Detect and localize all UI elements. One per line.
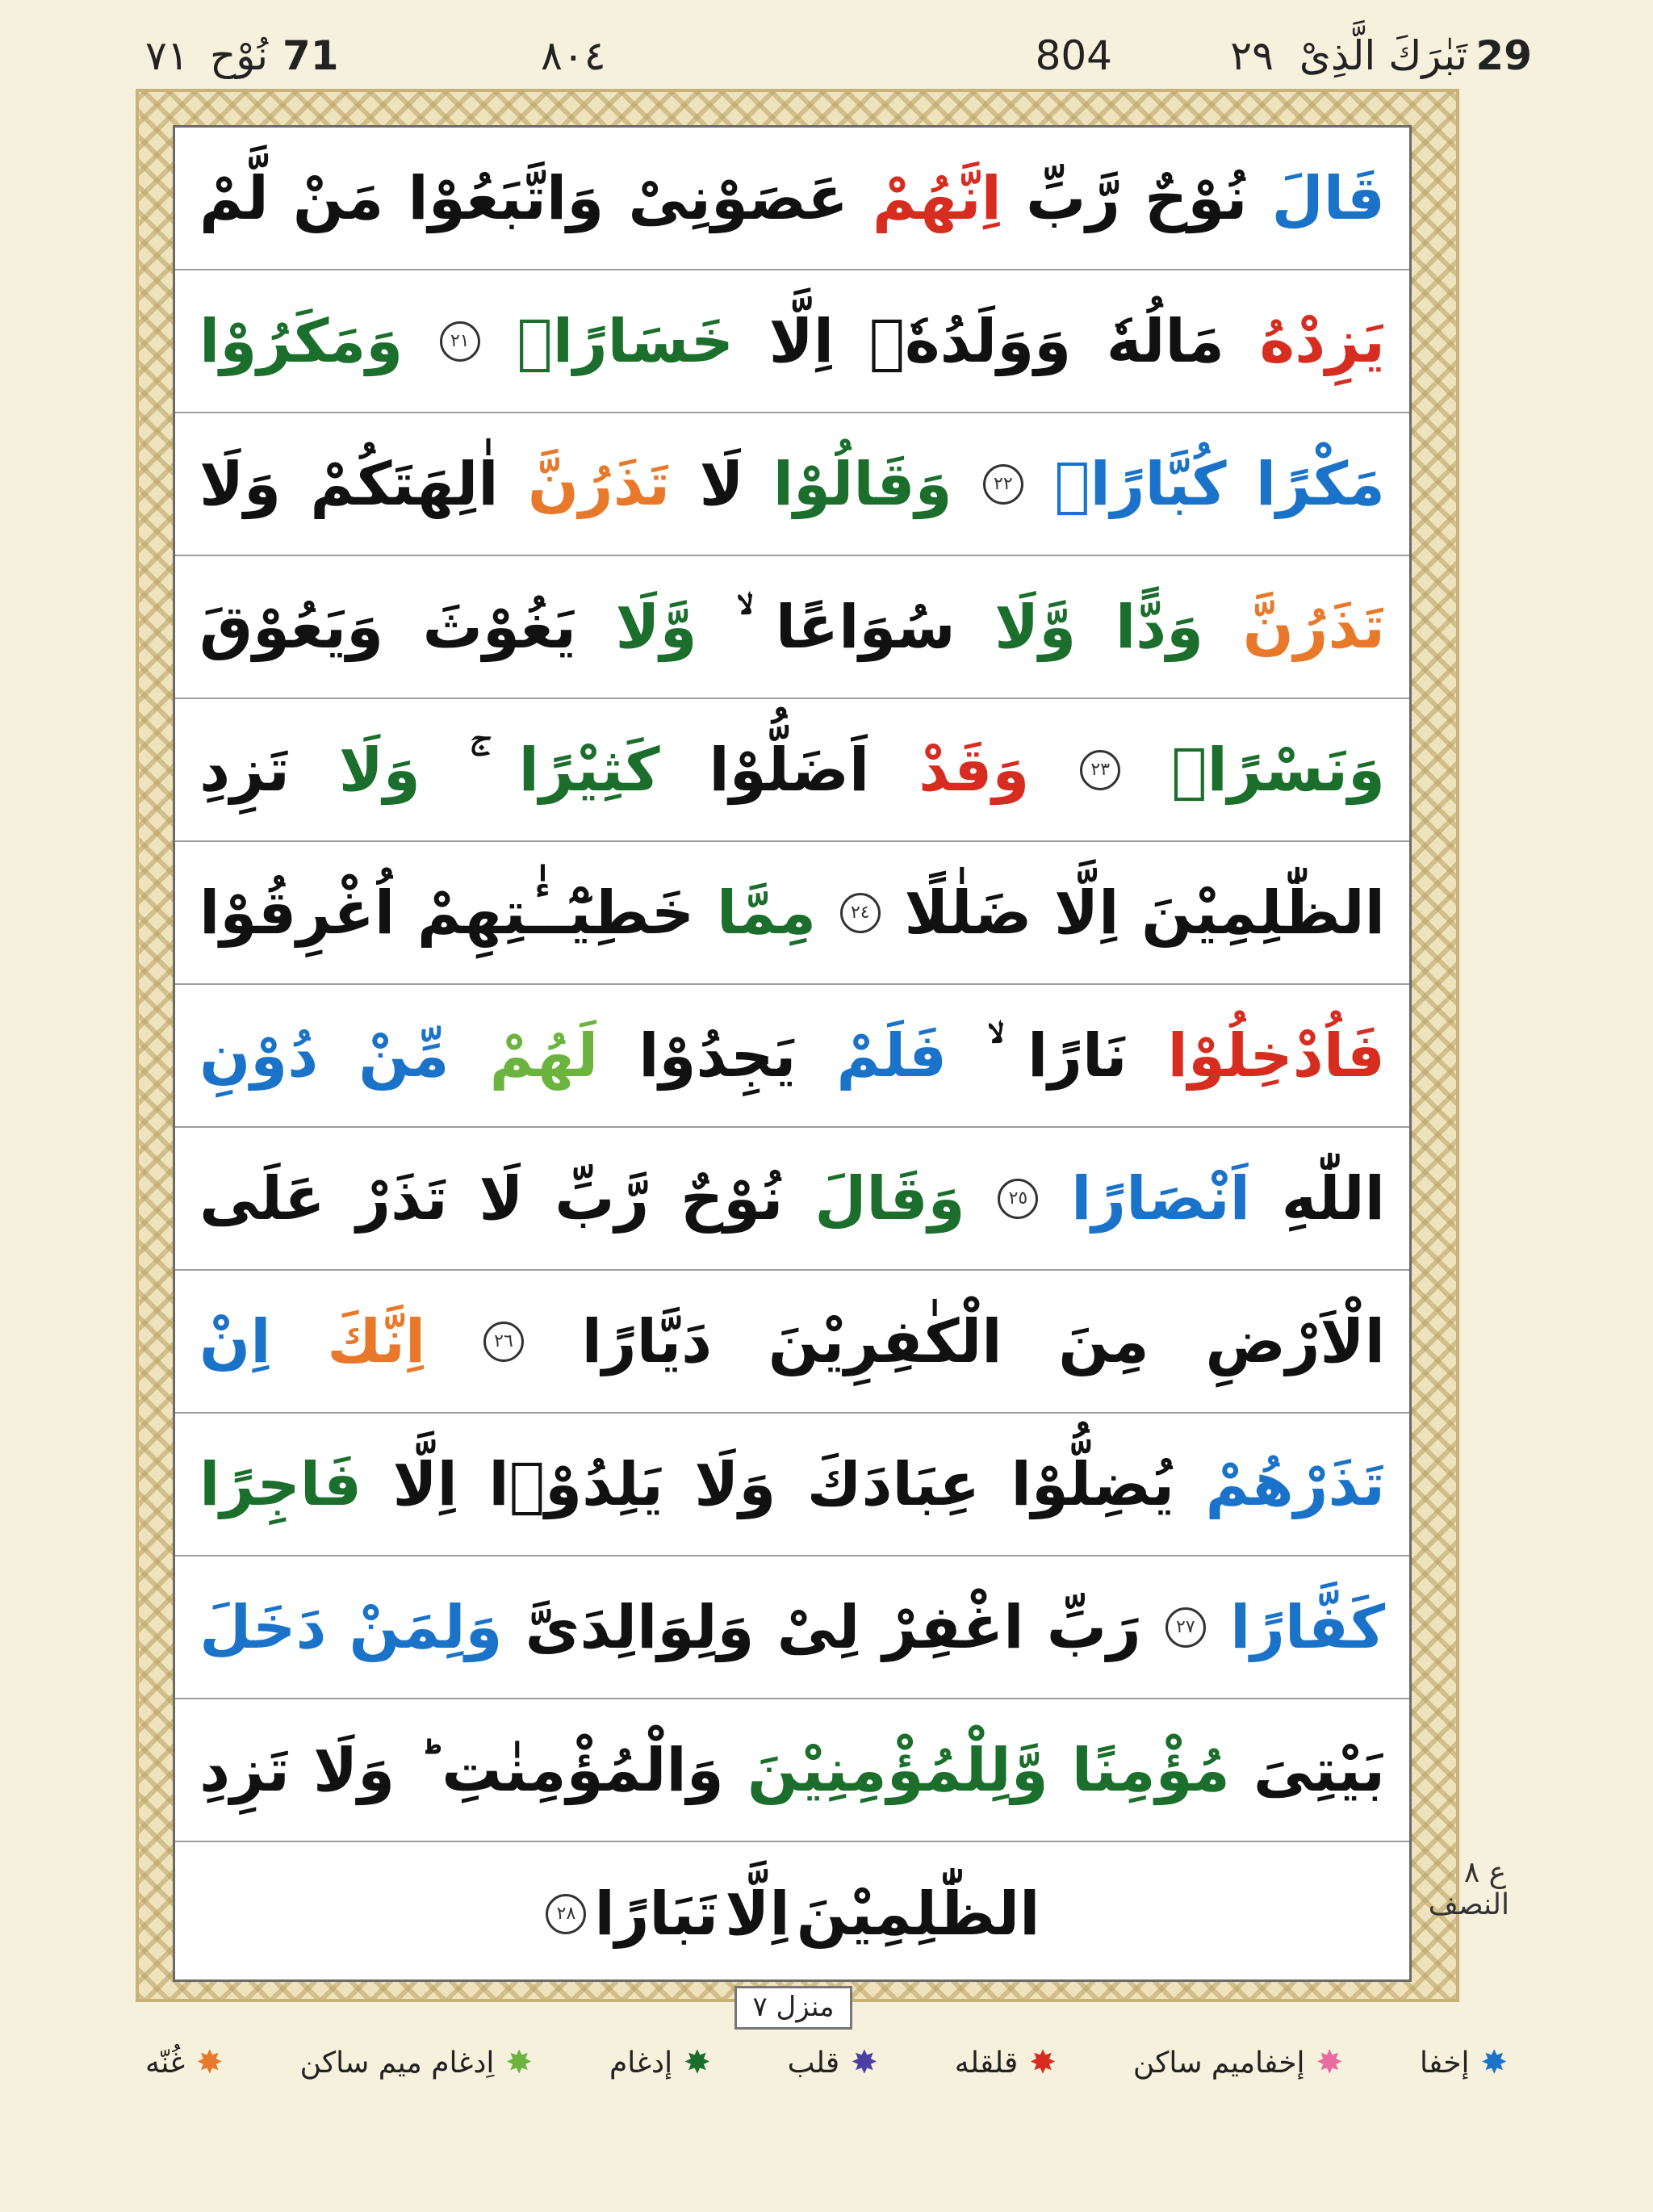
word: نَارًا (1027, 1020, 1128, 1091)
word: كُبَّارًاۚ (1054, 449, 1227, 519)
word: اِلَّا (392, 1449, 458, 1519)
legend-label: قلقله (954, 2046, 1019, 2080)
word: الظّٰلِمِیْنَ (1141, 878, 1385, 948)
ayah-number-marker: ٢٦ (483, 1322, 524, 1362)
word: یَجِدُوْا (638, 1020, 797, 1091)
word: الظّٰلِمِیْنَ (796, 1879, 1040, 1949)
word: یُضِلُّوْا (1011, 1449, 1175, 1519)
word: وَلِوَالِدَیَّ (525, 1592, 755, 1662)
legend-item (145, 2042, 224, 2083)
word: كَثِیْرًا (518, 735, 660, 805)
word: اِنَّهُمْ (872, 163, 1002, 233)
word: الْاَرْضِ (1205, 1306, 1385, 1376)
legend-star-icon: ✸ (505, 2044, 533, 2081)
word: ضَلٰلًا (904, 878, 1032, 948)
text-line-7 (175, 985, 1409, 1128)
tajweed-legend (145, 2042, 1508, 2083)
word: عَصَوْنِیْ (628, 163, 848, 233)
legend-item (1420, 2042, 1508, 2083)
word: مُؤْمِنًا (1071, 1735, 1230, 1805)
word: وَّلِلْمُؤْمِنِیْنَ (747, 1735, 1048, 1805)
word: وَّلَا (994, 592, 1077, 662)
word: اَنْصَارًا (1071, 1163, 1250, 1234)
word: دُوْنِ (199, 1020, 319, 1091)
legend-star-icon: ✸ (1029, 2044, 1057, 2081)
legend-label: اِدغام ميم ساكن (299, 2046, 495, 2080)
quran-text-box (173, 125, 1412, 1982)
word: خَطِیْٓــٰٔتِهِمْ (416, 878, 695, 948)
text-line-8 (175, 1128, 1409, 1271)
text-line-2 (175, 270, 1409, 413)
legend-item (609, 2042, 711, 2083)
legend-star-icon: ✸ (851, 2044, 878, 2081)
word: مَالُهٗ (1106, 306, 1224, 376)
word: تَبَارًا (594, 1879, 719, 1949)
word: نُوْحٌ (680, 1163, 784, 1234)
ayah-number-marker: ٢١ (440, 321, 480, 362)
word: اُغْرِقُوْا (199, 878, 395, 948)
word: وَالْمُؤْمِنٰتِ (441, 1735, 724, 1805)
word: عَلَی (199, 1163, 325, 1234)
text-line-13 (175, 1842, 1409, 1985)
ayah-number-marker: ٢٣ (1080, 750, 1120, 790)
text-line-1 (175, 128, 1409, 270)
word: وَاتَّبَعُوْا (408, 163, 605, 233)
word: تَذَرْ (356, 1163, 448, 1234)
para-number: 29 (1475, 32, 1532, 79)
word: اغْفِرْ (882, 1592, 1024, 1662)
word: یَلِدُوْۤا (488, 1449, 663, 1519)
word: لَهُمْ (489, 1020, 599, 1091)
word: اَضَلُّوْا (709, 735, 870, 805)
word: وَنَسْرًاۚ (1171, 735, 1385, 805)
legend-star-icon: ✸ (1316, 2044, 1343, 2081)
word: یَغُوْثَ (422, 592, 576, 662)
text-line-4 (175, 556, 1409, 699)
text-line-10 (175, 1414, 1409, 1556)
word: تَذَرُنَّ (1242, 592, 1385, 662)
ayah-number-marker: ٢٤ (840, 893, 881, 933)
word: مَنْ (292, 163, 384, 233)
text-line-3 (175, 413, 1409, 556)
legend-label: إخفا (1420, 2046, 1470, 2080)
word: تَزِدِ (199, 1735, 290, 1805)
text-line-11 (175, 1556, 1409, 1699)
word: وَلَا (338, 735, 421, 805)
word: وَمَكَرُوْا (199, 306, 404, 376)
word: وَلَا (312, 1735, 395, 1805)
text-line-9 (175, 1271, 1409, 1414)
word (984, 1020, 990, 1091)
word: وَدًّا (1115, 592, 1204, 662)
word: فَلَمْ (836, 1020, 948, 1091)
word: وَوَلَدُهٗۤ (868, 306, 1072, 376)
word: اِلَّا (725, 1879, 790, 1949)
word: لَّمْ (199, 163, 269, 233)
word: الْكٰفِرِیْنَ (768, 1306, 1002, 1376)
para-name: تَبٰرَكَ الَّذِیْ (1299, 32, 1467, 79)
manzil-tag: منزل ٧ (734, 1986, 852, 2030)
word: وَقَالُوْا (772, 449, 952, 519)
legend-star-icon: ✸ (684, 2044, 711, 2081)
word: وَقَدْ (919, 735, 1030, 805)
word: وَلَا (199, 449, 282, 519)
legend-item (788, 2042, 878, 2083)
legend-label: إدغام (609, 2046, 673, 2080)
word: مِمَّا (716, 878, 817, 948)
word: وَیَعُوْقَ (199, 592, 384, 662)
word: وَلَا (694, 1449, 776, 1519)
text-line-12 (175, 1699, 1409, 1842)
ayah-number-marker: ٢٨ (546, 1894, 586, 1934)
word: بَیْتِیَ (1253, 1735, 1385, 1805)
word: تَزِدِ (199, 735, 290, 805)
word: دَخَلَ (199, 1592, 327, 1662)
word: اِنْ (199, 1306, 271, 1376)
legend-star-icon: ✸ (196, 2044, 224, 2081)
surah-number: 71 (282, 32, 339, 79)
word: مِّنْ (358, 1020, 450, 1091)
word: تَذَرْهُمْ (1205, 1449, 1385, 1519)
surah-name: نُوْح (210, 32, 269, 79)
ruku-marker: ع ٨ النصف (1428, 1856, 1509, 1921)
legend-label: قلب (787, 2046, 840, 2080)
para-number-arabic: ٢٩ (1230, 32, 1274, 79)
ayah-number-marker: ٢٥ (998, 1179, 1038, 1219)
word: فَاجِرًا (199, 1449, 362, 1519)
word: رَبِّ (1046, 1592, 1141, 1662)
word: اللّٰهِ (1281, 1163, 1385, 1234)
legend-label: غُنّه (145, 2046, 186, 2080)
word: اِلَّا (768, 306, 835, 376)
page-number: 804 (1035, 32, 1112, 79)
word: فَاُدْخِلُوْا (1167, 1020, 1385, 1091)
word: دَیَّارًا (581, 1306, 713, 1376)
word: اِنَّكَ (327, 1306, 426, 1376)
legend-star-icon: ✸ (1480, 2044, 1508, 2081)
word: تَذَرُنَّ (527, 449, 671, 519)
word: كَفَّارًا (1229, 1592, 1385, 1662)
ayah-number-marker: ٢٢ (983, 464, 1023, 505)
word: وَلِمَنْ (349, 1592, 503, 1662)
text-line-5 (175, 699, 1409, 842)
word: لَا (479, 1163, 524, 1234)
word: اِلَّا (1054, 878, 1119, 948)
ayah-number-marker: ٢٧ (1165, 1607, 1206, 1648)
word (733, 592, 739, 662)
legend-item (955, 2042, 1057, 2083)
word: رَّبِّ (1025, 163, 1120, 233)
word: یَزِدْهُ (1259, 306, 1385, 376)
word: قَالَ (1271, 163, 1385, 233)
page-number-arabic: ٨٠٤ (541, 32, 606, 79)
word: لَا (699, 449, 744, 519)
legend-item (300, 2042, 533, 2083)
word: عِبَادَكَ (806, 1449, 981, 1519)
word: نُوْحٌ (1144, 163, 1248, 233)
text-line-6 (175, 842, 1409, 985)
word (415, 1736, 421, 1805)
word: وَّلَا (615, 592, 697, 662)
surah-number-arabic: ٧١ (145, 32, 189, 79)
word: وَقَالَ (814, 1163, 965, 1234)
word: مَكْرًا (1255, 449, 1385, 519)
legend-label: إخفاميم ساكن (1132, 2046, 1305, 2080)
word: سُوَاعًا (775, 592, 956, 662)
legend-item (1133, 2042, 1343, 2083)
word: مِنَ (1058, 1306, 1149, 1376)
word: خَسَارًاۚ (517, 306, 734, 376)
word: رَّبِّ (554, 1163, 650, 1234)
word: لِیْ (776, 1592, 860, 1662)
word: اٰلِهَتَكُمْ (310, 449, 499, 519)
word (467, 735, 473, 805)
